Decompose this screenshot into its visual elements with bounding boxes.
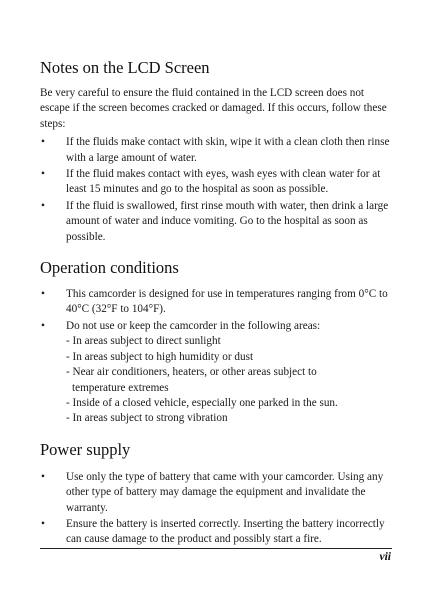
list-item-text: If the fluid is swallowed, first rinse mouth with water, then drink a large amount of water and induce vomiting. Go to the hospital as soon as possible. [66,199,389,243]
bullet-icon: • [41,168,45,181]
list-item [40,319,392,427]
list-item [40,167,392,198]
bullet-icon: • [41,288,45,301]
list-item [40,470,392,516]
lcd-notes-heading: Notes on the LCD Screen [40,58,210,77]
lcd-notes-list [40,135,392,245]
lcd-notes-section [40,58,392,245]
footer-divider [40,548,392,549]
list-item-text: If the fluid makes contact with eyes, wash eyes with clean water for at least 15 minutes and go to the hospital as soon as possible. [66,168,381,196]
operation-conditions-heading: Operation conditions [40,258,179,278]
list-item-text: Use only the type of battery that came with your camcorder. Using any other type of battery may damage the equipment and invalidate the warranty. [66,470,384,514]
list-item [40,517,392,548]
bullet-icon: • [41,517,45,530]
manual-page [40,58,392,549]
list-item-text: Ensure the battery is inserted correctly. Inserting the battery incorrectly can cause damage to the product and possibly start a fire. [66,517,385,546]
list-item-text: Do not use or keep the camcorder in the following areas: [66,319,321,332]
lcd-notes-intro: Be very careful to ensure the fluid contained in the LCD screen does not escape if the screen becomes cracked or damaged. If this occurs, follow these steps: [40,87,387,130]
sub-list-item: temperature extremes [72,381,169,394]
sub-list-item: - Near air conditioners, heaters, or other areas subject to [66,366,317,379]
bullet-icon: • [41,319,45,332]
sub-list-item: - In areas subject to direct sunlight [66,335,221,348]
page-number: vii [379,551,391,563]
sub-list-item: - In areas subject to high humidity or dust [66,350,254,363]
list-item [40,135,392,166]
list-item-text: If the fluids make contact with skin, wipe it with a clean cloth then rinse with a large amount of water. [66,136,390,164]
operation-conditions-list [40,287,392,427]
sub-list-item: - In areas subject to strong vibration [66,412,228,425]
sub-list-item: - Inside of a closed vehicle, especially one parked in the sun. [66,396,338,409]
bullet-icon: • [41,199,45,212]
power-supply-heading: Power supply [40,439,131,459]
power-supply-section [40,440,392,548]
list-item [40,199,392,245]
bullet-icon: • [41,136,45,149]
bullet-icon: • [41,470,45,483]
power-supply-list [40,470,392,548]
list-item [40,287,392,318]
list-item-text: This camcorder is designed for use in temperatures ranging from 0°C to 40°C (32°F to 104°F). [66,288,388,316]
operation-conditions-section [40,258,392,427]
